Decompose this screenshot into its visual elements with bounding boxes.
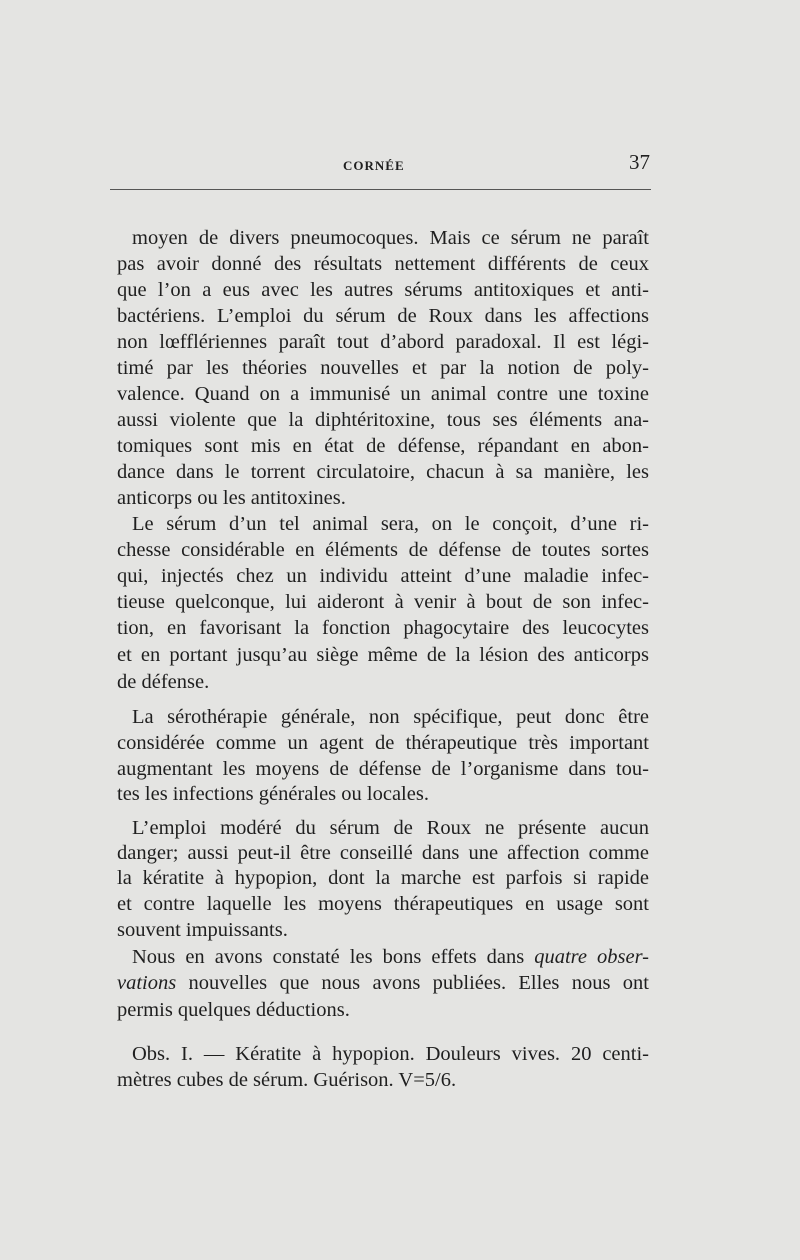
text-segment: qui, injectés chez un individu atteint d’une maladie infec-	[117, 565, 649, 587]
text-line	[117, 564, 649, 588]
italic-text: vations	[117, 972, 177, 994]
text-segment: que l’on a eus avec les autres sérums antitoxiques et anti-	[117, 279, 649, 301]
text-line	[117, 841, 649, 865]
text-line	[117, 278, 649, 302]
text-line	[117, 670, 649, 694]
text-segment: tomiques sont mis en état de défense, répandant en abon-	[117, 435, 649, 457]
text-line	[117, 356, 649, 380]
text-segment: moyen de divers pneumocoques. Mais ce sérum ne paraît	[132, 227, 649, 249]
text-line	[117, 998, 649, 1022]
text-segment: permis quelques déductions.	[117, 999, 350, 1021]
text-line	[117, 731, 649, 755]
text-segment: bactériens. L’emploi du sérum de Roux dans les affections	[117, 305, 649, 327]
text-segment: de défense.	[117, 671, 210, 693]
page-number: 37	[629, 150, 650, 174]
text-line	[117, 971, 649, 995]
text-line	[117, 892, 649, 916]
text-line	[117, 643, 649, 667]
text-segment: mètres cubes de sérum. Guérison. V=5/6.	[117, 1069, 457, 1091]
text-segment: considérée comme un agent de thérapeutique très important	[117, 732, 649, 754]
text-line	[117, 330, 649, 354]
text-segment: tion, en favorisant la fonction phagocytaire des leucocytes	[117, 617, 649, 639]
text-line	[117, 1042, 649, 1066]
text-segment: souvent impuissants.	[117, 919, 288, 941]
text-line	[117, 226, 649, 250]
text-segment: anticorps ou les antitoxines.	[117, 487, 346, 509]
text-line	[117, 866, 649, 890]
text-line	[117, 512, 649, 536]
text-line	[117, 705, 649, 729]
text-line	[117, 816, 649, 840]
text-segment: Le sérum d’un tel animal sera, on le conçoit, d’une ri-	[132, 513, 649, 535]
text-segment: La sérothérapie générale, non spécifique, peut donc être	[132, 706, 649, 728]
text-segment: chesse considérable en éléments de défense de toutes sortes	[117, 539, 649, 561]
text-line	[117, 782, 649, 806]
text-line	[117, 434, 649, 458]
text-line	[117, 1068, 649, 1092]
italic-text: quatre obser-	[534, 946, 649, 968]
text-line	[117, 460, 649, 484]
text-line	[117, 945, 649, 969]
text-segment: et en portant jusqu’au siège même de la lésion des anticorps	[117, 644, 649, 666]
text-segment: non lœfflériennes paraît tout d’abord paradoxal. Il est légi-	[117, 331, 649, 353]
text-segment: valence. Quand on a immunisé un animal contre une toxine	[117, 383, 649, 405]
text-segment: dance dans le torrent circulatoire, chacun à sa manière, les	[117, 461, 649, 483]
text-line	[117, 304, 649, 328]
text-line	[117, 590, 649, 614]
text-segment: Nous en avons constaté les bons effets dans	[132, 946, 535, 968]
text-segment: aussi violente que la diphtéritoxine, tous ses éléments ana-	[117, 409, 649, 431]
text-segment: Obs. I. — Kératite à hypopion. Douleurs vives. 20 centi-	[132, 1043, 649, 1065]
text-line	[117, 486, 649, 510]
header-rule	[110, 189, 651, 190]
text-line	[117, 616, 649, 640]
text-segment: pas avoir donné des résultats nettement différents de ceux	[117, 253, 649, 275]
running-header-title: CORNÉE	[343, 158, 405, 173]
text-segment: nouvelles que nous avons publiées. Elles nous ont	[176, 972, 649, 994]
text-line	[117, 918, 649, 942]
text-segment: L’emploi modéré du sérum de Roux ne présente aucun	[132, 817, 649, 839]
text-segment: et contre laquelle les moyens thérapeutiques en usage sont	[117, 893, 649, 915]
text-segment: danger; aussi peut-il être conseillé dans une affection comme	[117, 842, 649, 864]
text-line	[117, 382, 649, 406]
text-segment: tieuse quelconque, lui aideront à venir à bout de son infec-	[117, 591, 649, 613]
text-line	[117, 408, 649, 432]
text-line	[117, 252, 649, 276]
text-segment: tes les infections générales ou locales.	[117, 783, 429, 805]
text-segment: la kératite à hypopion, dont la marche est parfois si rapide	[117, 867, 649, 889]
text-segment: timé par les théories nouvelles et par la notion de poly-	[117, 357, 649, 379]
text-segment: augmentant les moyens de défense de l’organisme dans tou-	[117, 758, 649, 780]
text-line	[117, 757, 649, 781]
text-line	[117, 538, 649, 562]
